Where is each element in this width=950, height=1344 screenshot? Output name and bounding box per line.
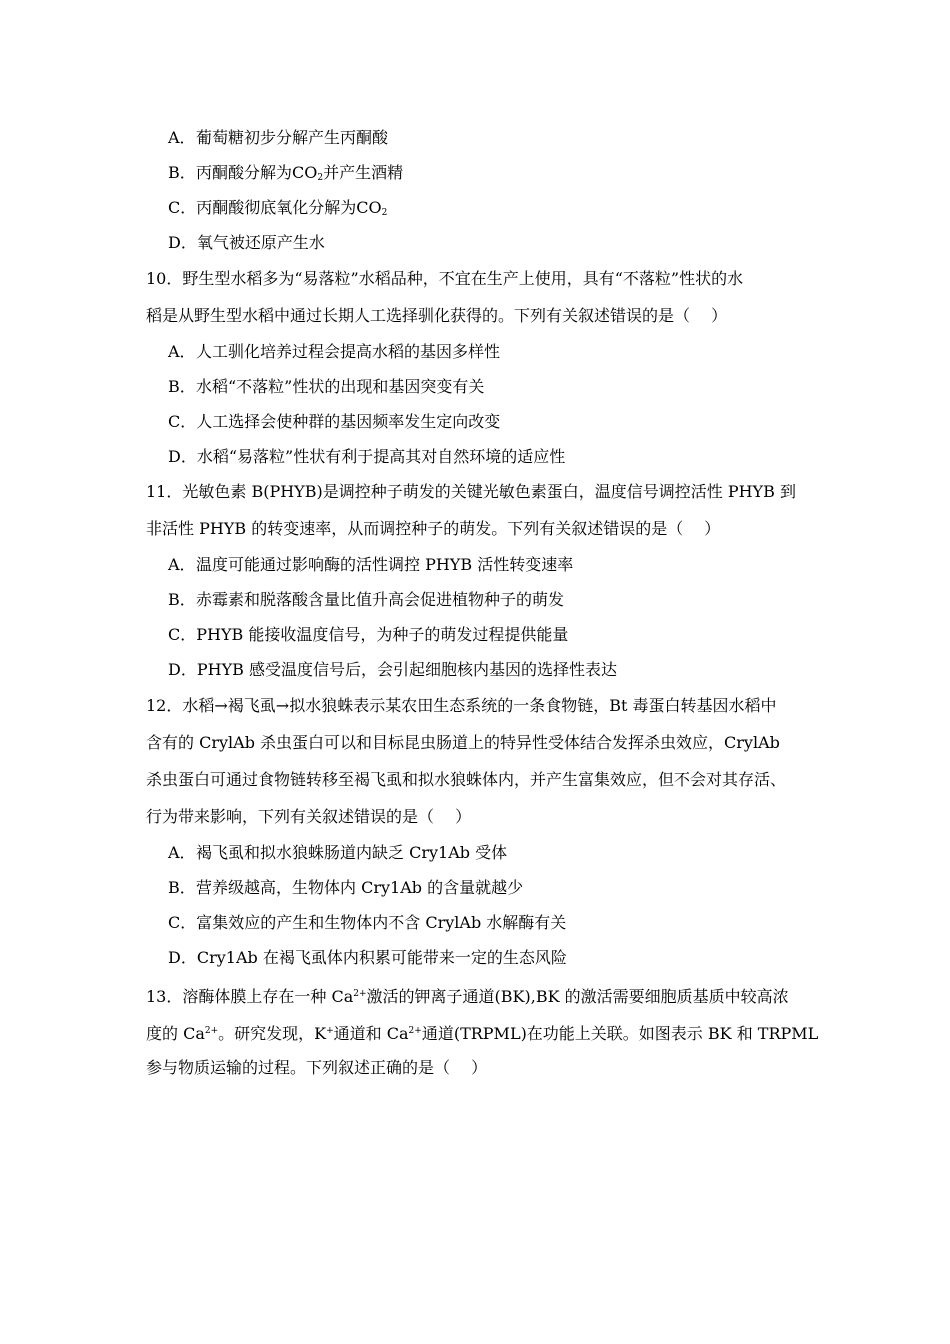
q11-stem-line-1	[146, 482, 796, 502]
option-text: 温度可能通过影响酶的活性调控 PHYB 活性转变速率	[196, 555, 574, 574]
question-text: 野生型水稻多为“易落粒”水稻品种，不宜在生产上使用，具有“不落粒”性状的水	[182, 269, 744, 288]
option-label: A．	[168, 128, 196, 147]
option-label: C．	[168, 198, 197, 217]
option-label: C．	[168, 412, 197, 431]
q11-option-b	[168, 590, 564, 610]
option-text: PHYB 感受温度信号后，会引起细胞核内基因的选择性表达	[196, 660, 617, 679]
option-text: Cry1Ab 在褐飞虱体内积累可能带来一定的生态风险	[196, 948, 567, 967]
q12-stem-line-4: 行为带来影响，下列有关叙述错误的是（ ）	[146, 807, 472, 826]
q11-option-c	[168, 625, 568, 645]
q13-stem-line-3: 参与物质运输的过程。下列叙述正确的是（ ）	[146, 1058, 488, 1077]
option-text: 褐飞虱和拟水狼蛛肠道内缺乏 Cry1Ab 受体	[196, 843, 508, 862]
option-label: B．	[168, 590, 196, 609]
option-label: B．	[168, 377, 196, 396]
option-label: A．	[168, 342, 196, 361]
question-text: 光敏色素 B(PHYB)是调控种子萌发的关键光敏色素蛋白，温度信号调控活性 PHYB 到	[182, 482, 796, 501]
question-number: 13．	[146, 987, 183, 1006]
option-label: A．	[168, 555, 196, 574]
option-text: 丙酮酸彻底氧化分解为	[196, 198, 357, 217]
option-text: 人工选择会使种群的基因频率发生定向改变	[196, 412, 501, 431]
option-text: 并产生酒精	[323, 163, 404, 182]
q12-option-b	[168, 878, 523, 898]
option-label: C．	[168, 913, 197, 932]
q10-option-d	[168, 447, 565, 467]
q12-option-a	[168, 843, 507, 863]
q12-stem-line-1	[146, 696, 776, 716]
option-text: 葡萄糖初步分解产生丙酮酸	[196, 128, 389, 147]
question-text: 。研究发现，K	[218, 1024, 327, 1043]
option-text: 水稻“不落粒”性状的出现和基因突变有关	[196, 377, 485, 396]
q10-stem-line-2: 稻是从野生型水稻中通过长期人工选择驯化获得的。下列有关叙述错误的是（ ）	[146, 306, 728, 325]
question-number: 10．	[146, 269, 183, 288]
option-text: 水稻“易落粒”性状有利于提高其对自然环境的适应性	[196, 447, 566, 466]
option-label: C．	[168, 625, 197, 644]
q12-stem-line-3: 杀虫蛋白可通过食物链转移至褐飞虱和拟水狼蛛体内，并产生富集效应，但不会对其存活、	[146, 770, 787, 789]
superscript: 2+	[204, 1026, 219, 1036]
option-text: 人工驯化培养过程会提高水稻的基因多样性	[196, 342, 501, 361]
superscript: 2+	[353, 989, 367, 999]
question-text: 溶酶体膜上存在一种 Ca	[182, 987, 354, 1006]
option-label: B．	[168, 163, 196, 182]
question-number: 12．	[146, 696, 183, 715]
option-label: D．	[168, 948, 197, 967]
option-label: A．	[168, 843, 196, 862]
q9-option-b	[168, 163, 403, 188]
subscript: 2	[317, 173, 324, 183]
q13-stem-line-1	[146, 984, 789, 1007]
option-label: D．	[168, 233, 197, 252]
option-text: 富集效应的产生和生物体内不含 CrylAb 水解酶有关	[196, 913, 567, 932]
question-text: 水稻→褐飞虱→拟水狼蛛表示某农田生态系统的一条食物链，Bt 毒蛋白转基因水稻中	[182, 696, 777, 715]
q12-option-c	[168, 913, 566, 933]
question-text: 通道和 Ca	[333, 1024, 409, 1043]
q9-option-a	[168, 128, 388, 148]
q10-option-b	[168, 377, 484, 397]
q11-option-d	[168, 660, 617, 680]
formula: CO	[356, 198, 382, 217]
formula: CO	[292, 163, 318, 182]
q10-option-a	[168, 342, 500, 362]
question-text: 度的 Ca	[146, 1024, 205, 1043]
q12-stem-line-2: 含有的 CrylAb 杀虫蛋白可以和目标昆虫肠道上的特异性受体结合发挥杀虫效应，CrylAb	[146, 733, 780, 752]
option-text: PHYB 能接收温度信号，为种子的萌发过程提供能量	[196, 625, 569, 644]
superscript: +	[326, 1026, 334, 1036]
subscript: 2	[381, 208, 388, 218]
question-text: 激活的钾离子通道(BK),BK 的激活需要细胞质基质中较高浓	[366, 987, 789, 1006]
option-text: 赤霉素和脱落酸含量比值升高会促进植物种子的萌发	[196, 590, 565, 609]
option-label: D．	[168, 660, 197, 679]
q9-option-d	[168, 233, 325, 253]
option-text: 氧气被还原产生水	[196, 233, 325, 252]
question-text: 通道(TRPML)在功能上关联。如图表示 BK 和 TRPML	[421, 1024, 819, 1043]
option-label: B．	[168, 878, 196, 897]
q12-option-d	[168, 948, 567, 968]
q11-stem-line-2: 非活性 PHYB 的转变速率，从而调控种子的萌发。下列有关叙述错误的是（ ）	[146, 519, 721, 538]
q10-option-c	[168, 412, 500, 432]
option-text: 营养级越高，生物体内 Cry1Ab 的含量就越少	[196, 878, 524, 897]
superscript: 2+	[408, 1026, 422, 1036]
q13-stem-line-2	[146, 1021, 818, 1044]
q10-stem-line-1	[146, 269, 743, 289]
option-text: 丙酮酸分解为	[196, 163, 293, 182]
option-label: D．	[168, 447, 197, 466]
q11-option-a	[168, 555, 573, 575]
q9-option-c	[168, 198, 387, 223]
question-number: 11．	[146, 482, 183, 501]
